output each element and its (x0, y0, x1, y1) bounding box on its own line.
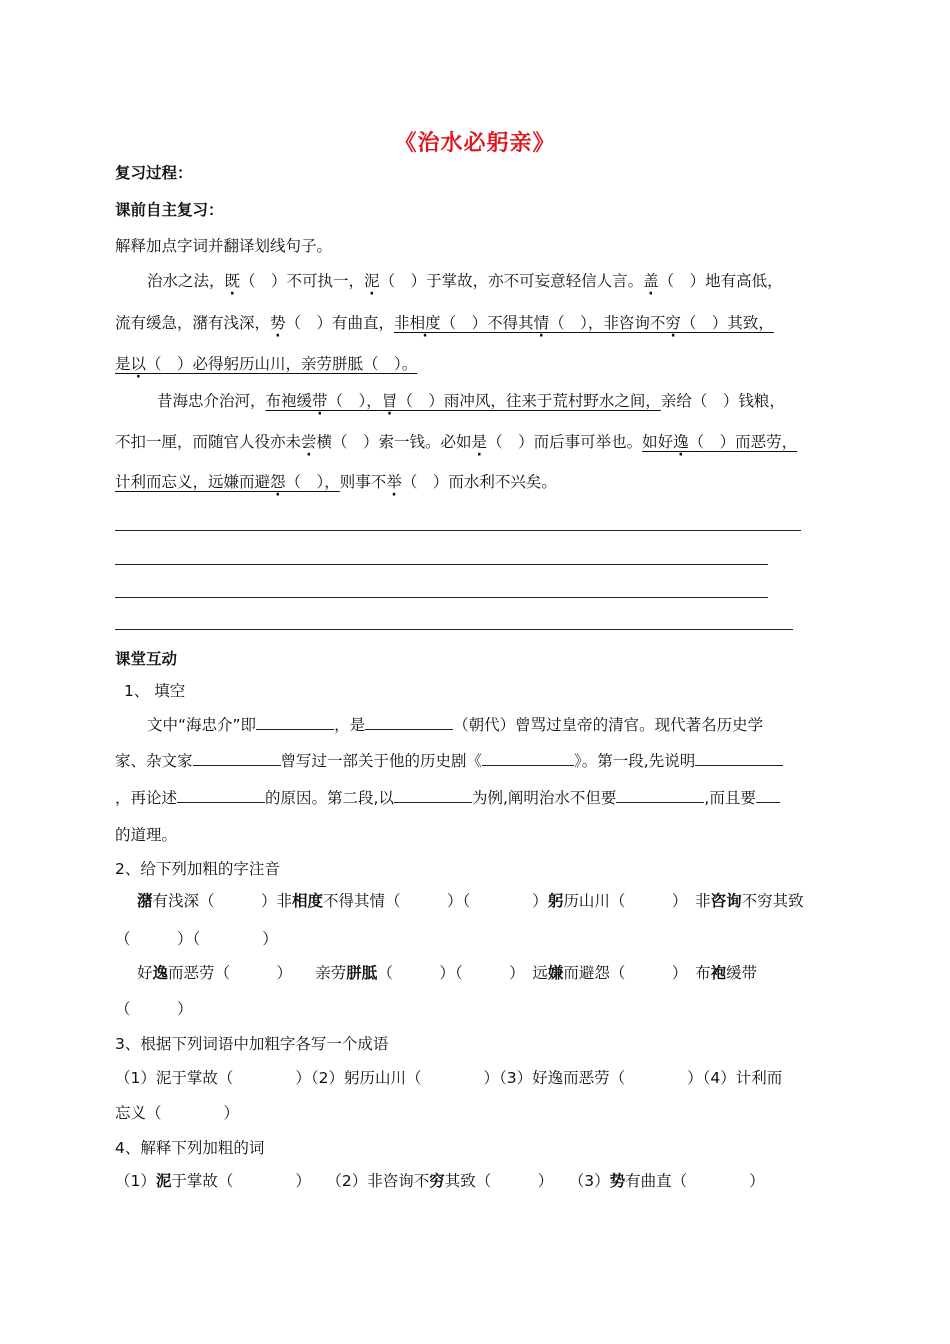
passage-p1-line2: 流有缓急，潴有浅深，势（ ）有曲直，非相度（ ）不得其情（ ），非咨询不穷（ ）其致， (115, 314, 774, 332)
q2-heading: 2、给下列加粗的字注音 (115, 860, 280, 878)
q1-line3: ，再论述 的原因。第二段,以 为例,阐明治水不但要 ,而且要 (115, 788, 780, 808)
passage-p1-line1: 治水之法，既（ ）不可执一，泥（ ）于掌故，亦不可妄意轻信人言。盖（ ）地有高低， (147, 272, 783, 290)
section-classroom: 课堂互动 (115, 650, 178, 668)
q2-row4: （ ） (115, 1000, 193, 1018)
q2-row2: （ ）（ ） (115, 930, 278, 948)
fill-blank[interactable] (756, 788, 780, 803)
fill-blank[interactable] (616, 788, 704, 803)
page-title: 《治水必躬亲》 (394, 131, 556, 156)
q2-row1: 潴有浅深（ ）非相度不得其情（ ）（ ）躬历山川（ ） 非咨询不穷其致 (137, 892, 804, 910)
answer-line[interactable] (115, 597, 768, 598)
instruction: 解释加点字词并翻译划线句子。 (115, 237, 333, 255)
q1-line1: 文中“海忠介”即 ，是 （朝代）曾骂过皇帝的清官。现代著名历史学 (147, 716, 764, 734)
fill-blank[interactable] (365, 715, 453, 730)
passage-p2-line2: 不扣一厘，而随官人役亦未尝横（ ）索一钱。必如是（ ）而后事可举也。如好逸（ ）而恶劳， (115, 433, 798, 451)
passage-p2-line1: 昔海忠介治河，布袍缓带（ ），冒（ ）雨冲风，往来于荒村野水之间，亲给（ ）钱粮， (157, 392, 785, 410)
passage-p2-line3: 计利而忘义，远嫌而避怨（ ），则事不举（ ）而水利不兴矣。 (115, 473, 557, 491)
fill-blank[interactable] (482, 751, 574, 766)
section-review-process: 复习过程： (115, 164, 193, 182)
q1-line2: 家、杂文家 曾写过一部关于他的历史剧《 》。第一段,先说明 (115, 751, 783, 771)
q3-line1: （1）泥于掌故（ ）（2）躬历山川（ ）（3）好逸而恶劳（ ）（4）计利而 (115, 1069, 783, 1087)
fill-blank[interactable] (256, 715, 334, 730)
q1-heading: 1、 填空 (124, 682, 186, 700)
q3-heading: 3、根据下列词语中加粗字各写一个成语 (115, 1035, 389, 1053)
q4-line1: （1）泥于掌故（ ） （2）非咨询不穷其致（ ） （3）势有曲直（ ） (115, 1172, 765, 1190)
answer-line[interactable] (115, 530, 801, 531)
fill-blank[interactable] (695, 751, 783, 766)
fill-blank[interactable] (193, 751, 281, 766)
q3-line2: 忘义（ ） (115, 1104, 240, 1122)
q2-row3: 好逸而恶劳（ ） 亲劳胼胝（ ）（ ） 远嫌而避怨（ ） 布袍缓带 (137, 964, 758, 982)
section-self-review: 课前自主复习： (115, 201, 224, 219)
fill-blank[interactable] (177, 788, 265, 803)
fill-blank[interactable] (394, 788, 472, 803)
q1-line4: 的道理。 (115, 826, 178, 844)
q4-heading: 4、解释下列加粗的词 (115, 1139, 265, 1157)
answer-line[interactable] (115, 629, 793, 630)
passage-p1-line3: 是以（ ）必得躬历山川，亲劳胼胝（ ）。 (115, 355, 418, 373)
answer-line[interactable] (115, 564, 768, 565)
